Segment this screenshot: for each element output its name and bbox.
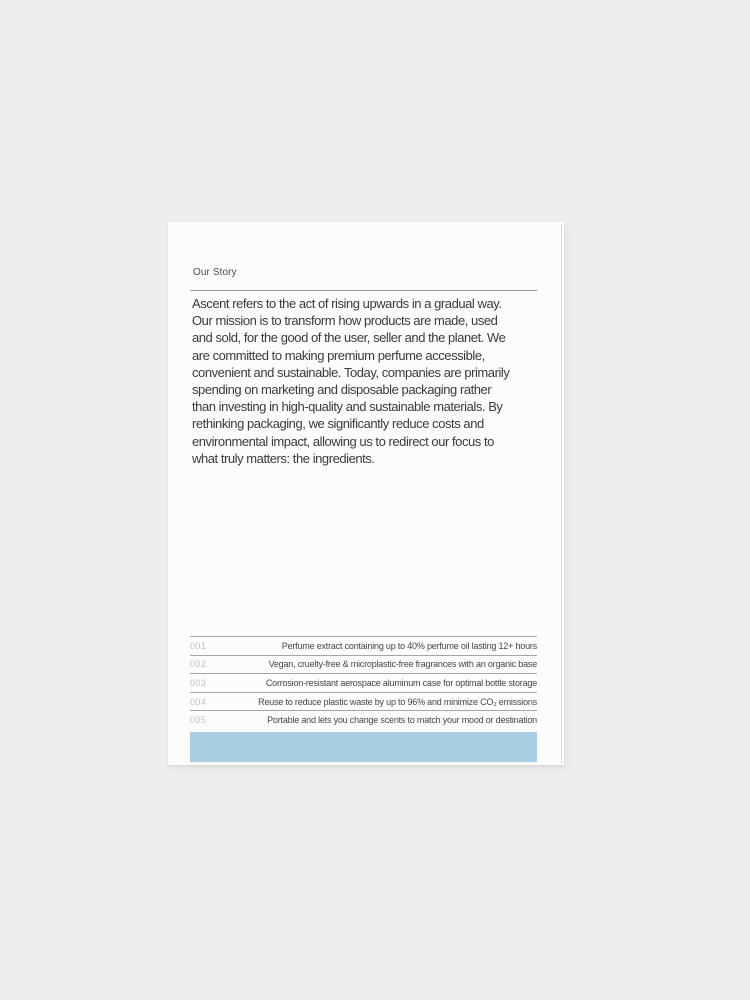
perfume-box-back-panel [168,222,564,765]
story-line: spending on marketing and disposable packaging rather [192,382,492,398]
features-table [190,636,537,729]
section-label: Our Story [193,267,237,278]
story-line: environmental impact, allowing us to redirect our focus to [192,433,494,449]
story-line: and sold, for the good of the user, seller and the planet. We [192,330,506,346]
feature-index: 003 [190,677,207,688]
feature-row [190,655,537,674]
story-line: convenient and sustainable. Today, companies are primarily [192,364,510,380]
feature-text: Reuse to reduce plastic waste by up to 96% and minimize CO₂ emissions [258,696,537,707]
feature-row [190,636,537,655]
feature-index: 005 [190,715,207,726]
story-line: Our mission is to transform how products are made, used [192,313,498,329]
feature-text: Vegan, cruelty-free & microplastic-free fragrances with an organic base [268,659,537,670]
feature-text: Portable and lets you change scents to match your mood or destination [267,715,537,726]
story-line: rethinking packaging, we significantly reduce costs and [192,416,484,432]
story-line: are committed to making premium perfume accessible, [192,347,485,363]
accent-bar [190,732,537,762]
story-line: Ascent refers to the act of rising upwards in a gradual way. [192,296,502,311]
story-line: what truly matters: the ingredients. [192,450,375,466]
story-line: than investing in high-quality and sustainable materials. By [192,399,503,415]
feature-index: 002 [190,659,207,670]
feature-text: Perfume extract containing up to 40% perfume oil lasting 12+ hours [281,640,537,651]
story-paragraph [192,295,539,467]
header-divider [190,290,537,291]
feature-row [190,692,537,711]
feature-text: Corrosion-resistant aerospace aluminum case for optimal bottle storage [265,677,537,688]
feature-index: 001 [190,640,207,651]
feature-row [190,673,537,692]
feature-row [190,710,537,729]
feature-index: 004 [190,696,207,707]
